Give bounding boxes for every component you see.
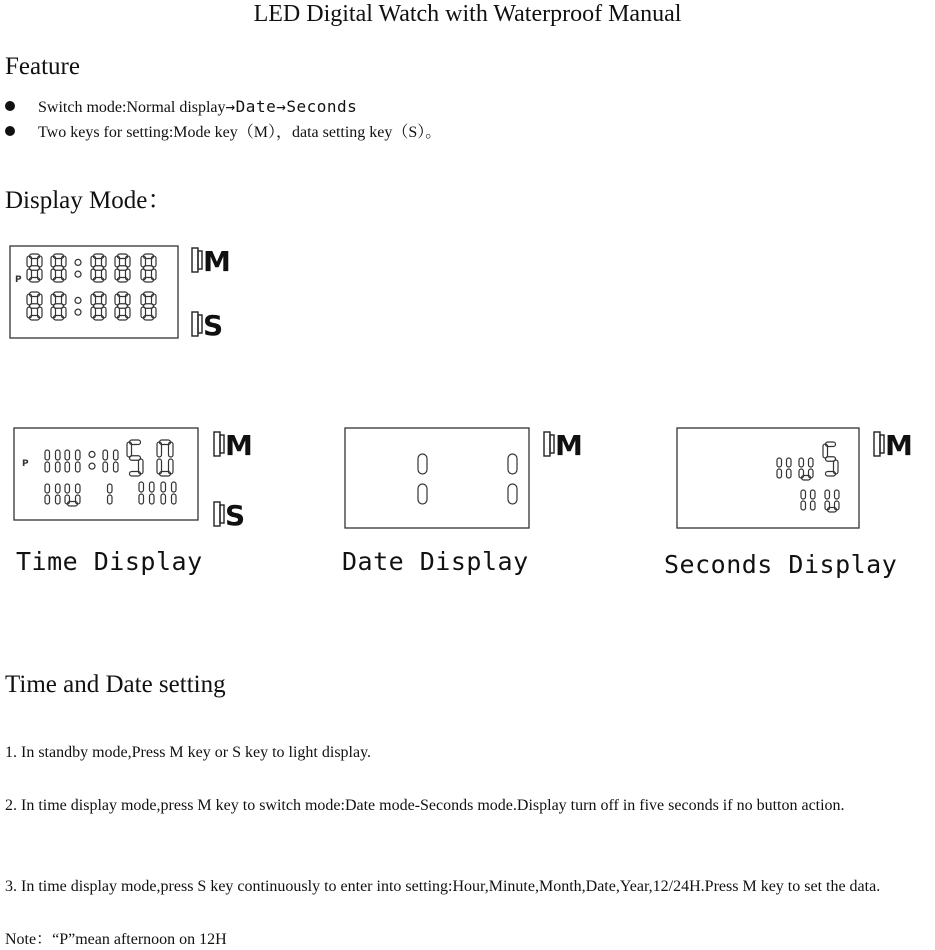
key-m-icon	[192, 245, 231, 278]
setting-step-2: 2. In time display mode,press M key to switch mode:Date mode-Seconds mode.Display turn off in five seconds if no button action.	[5, 797, 845, 814]
segment-f	[801, 490, 806, 499]
key-m-label: M	[555, 429, 583, 462]
segment-c	[56, 462, 61, 472]
bullet-icon	[5, 101, 15, 111]
digit	[45, 450, 60, 472]
watch-diagram-seconds	[672, 418, 922, 538]
segment-f	[103, 450, 108, 460]
watch-face	[345, 428, 529, 528]
segment-g	[54, 304, 64, 309]
watch-face	[677, 428, 859, 528]
segment-f	[45, 484, 50, 493]
watch-diagram-date	[340, 418, 600, 538]
segment-g	[118, 304, 128, 309]
feature-bullet-keys	[5, 123, 441, 143]
segment-f	[799, 458, 804, 467]
segment-b	[150, 482, 155, 492]
arrow-right-icon: →	[225, 97, 236, 116]
digit	[825, 490, 839, 512]
segment-g	[54, 266, 64, 271]
digit	[91, 254, 106, 282]
segment-b	[108, 484, 113, 493]
colon-dot	[75, 297, 81, 303]
segment-e	[139, 494, 144, 504]
caption-date-display: Date Display	[342, 547, 529, 576]
watch-diagram-time	[0, 418, 270, 538]
segment-f	[65, 484, 70, 493]
digit	[108, 484, 113, 504]
segment-b	[114, 450, 119, 460]
segment-f	[139, 482, 144, 492]
digit	[65, 450, 80, 472]
segment-e	[801, 501, 806, 510]
colon-dot	[75, 259, 81, 265]
digit	[823, 442, 838, 476]
mode-date-label: Date	[235, 97, 277, 116]
segment-e	[65, 462, 70, 472]
digit	[777, 458, 791, 478]
key-m-label: M	[203, 245, 231, 278]
digit	[51, 292, 66, 320]
digit	[65, 484, 80, 506]
segment-zero	[418, 454, 427, 474]
feature-heading: Feature	[5, 53, 80, 80]
segment-f	[777, 458, 782, 467]
key-s-label: S	[203, 309, 224, 342]
caption-time-display: Time Display	[16, 547, 203, 576]
segment-f	[825, 490, 830, 499]
segment-e	[777, 469, 782, 478]
segment-b	[811, 490, 816, 499]
watch-diagram-main	[0, 236, 240, 356]
segment-g	[30, 266, 40, 271]
segment-b	[76, 484, 81, 493]
display-mode-heading: Display Mode：	[5, 187, 173, 214]
digit	[799, 458, 813, 480]
segment-e	[161, 494, 166, 504]
document-title: LED Digital Watch with Waterproof Manual	[253, 1, 682, 27]
setting-step-1: 1. In standby mode,Press M key or S key to light display.	[5, 744, 372, 761]
segment-e	[45, 495, 50, 504]
segment-c	[114, 462, 119, 472]
segment-zero	[508, 484, 517, 504]
pm-indicator: P	[22, 459, 29, 469]
digit	[27, 292, 42, 320]
digit	[139, 482, 154, 504]
segment-b	[809, 458, 814, 467]
key-m-icon	[874, 429, 913, 462]
segment-c	[56, 495, 61, 504]
pm-indicator: P	[15, 275, 22, 285]
key-s-label: S	[225, 499, 246, 532]
mode-seconds-label: Seconds	[286, 97, 358, 116]
segment-g	[94, 304, 104, 309]
digit	[161, 482, 176, 504]
setting-note: Note：“P”mean afternoon on 12H	[5, 931, 227, 948]
segment-b	[787, 458, 792, 467]
digit	[115, 292, 130, 320]
digit	[103, 450, 118, 472]
segment-c	[811, 501, 816, 510]
segment-e	[45, 462, 50, 472]
colon-dot	[89, 463, 95, 469]
segment-c	[108, 495, 113, 504]
arrow-right-icon: →	[276, 97, 287, 116]
caption-seconds-display: Seconds Display	[664, 550, 898, 579]
key-m-icon	[544, 429, 583, 462]
setting-heading: Time and Date setting	[5, 671, 226, 698]
segment-zero	[508, 454, 517, 474]
segment-c	[150, 494, 155, 504]
digit	[27, 254, 42, 282]
key-m-icon	[214, 429, 253, 462]
key-m-label: M	[885, 429, 913, 462]
segment-g	[118, 266, 128, 271]
digit	[141, 292, 156, 320]
colon-dot	[75, 271, 81, 277]
setting-step-3: 3. In time display mode,press S key continuously to enter into setting:Hour,Minute,Month,Date,Year,12/24H.Press M key to set the data.	[5, 878, 881, 895]
key-m-label: M	[225, 429, 253, 462]
segment-g	[94, 266, 104, 271]
bullet-icon	[5, 126, 15, 136]
digit	[801, 490, 815, 510]
bullet-text: Switch mode:Normal display	[38, 99, 226, 116]
segment-zero	[418, 484, 427, 504]
segment-b	[56, 484, 61, 493]
segment-b	[56, 450, 61, 460]
digit	[141, 254, 156, 282]
segment-c	[172, 494, 177, 504]
segment-g	[144, 304, 154, 309]
colon-dot	[75, 309, 81, 315]
digit	[127, 440, 143, 476]
segment-g	[30, 304, 40, 309]
digit	[91, 292, 106, 320]
bullet-text: Two keys for setting:Mode key（M），data setting key（S）。	[38, 124, 442, 141]
digit	[157, 440, 173, 476]
segment-e	[103, 462, 108, 472]
segment-b	[172, 482, 177, 492]
segment-b	[76, 450, 81, 460]
key-s-icon	[214, 499, 245, 532]
segment-g	[144, 266, 154, 271]
digit	[115, 254, 130, 282]
key-s-icon	[192, 309, 223, 342]
segment-f	[65, 450, 70, 460]
digit	[51, 254, 66, 282]
segment-f	[161, 482, 166, 492]
segment-c	[76, 462, 81, 472]
segment-c	[787, 469, 792, 478]
segment-b	[835, 490, 840, 499]
segment-f	[45, 450, 50, 460]
digit	[45, 484, 60, 504]
feature-bullet-switch-mode	[5, 97, 357, 118]
colon-dot	[89, 451, 95, 457]
